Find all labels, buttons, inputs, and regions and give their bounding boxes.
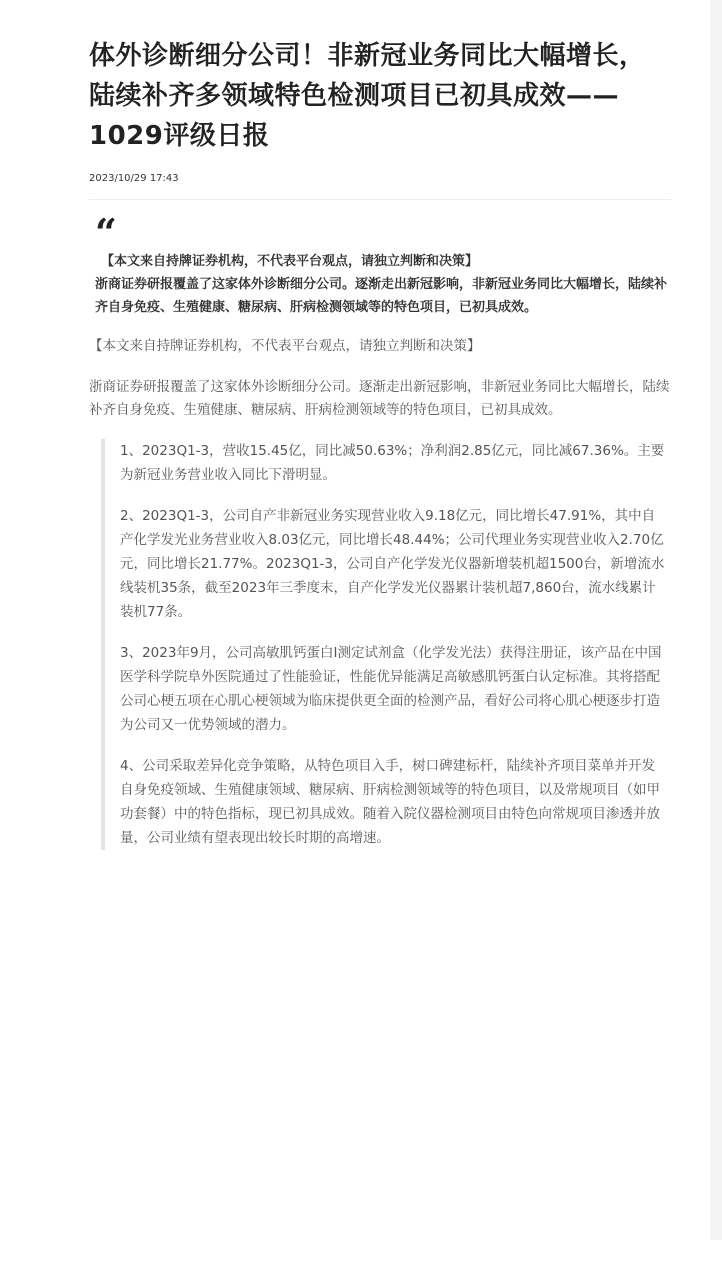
summary-disclaimer: 【本文来自持牌证券机构，不代表平台观点，请独立判断和决策】 bbox=[101, 254, 479, 269]
open-quote-icon: “ bbox=[95, 210, 117, 255]
intro-paragraph: 浙商证券研报覆盖了这家体外诊断细分公司。逐渐走出新冠影响，非新冠业务同比大幅增长，陆续补齐自身免疫、生殖健康、糖尿病、肝病检测领域等的特色项目，已初具成效。 bbox=[89, 379, 670, 418]
summary-text: 浙商证券研报覆盖了这家体外诊断细分公司。逐渐走出新冠影响，非新冠业务同比大幅增长，陆续补齐自身免疫、生殖健康、糖尿病、肝病检测领域等的特色项目，已初具成效。 bbox=[95, 277, 668, 315]
key-point-3: 3、2023年9月，公司高敏肌钙蛋白I测定试剂盒（化学发光法）获得注册证，该产品在中国医学科学院阜外医院通过了性能验证，性能优异能满足高敏感肌钙蛋白认定标准。其将搭配公司心梗五项在心肌心梗领域为临床提供更全面的检测产品，看好公司将心肌心梗逐步打造为公司又一优势领域的潜力。 bbox=[120, 645, 662, 733]
disclaimer-text: 【本文来自持牌证券机构，不代表平台观点，请独立判断和决策】 bbox=[89, 338, 481, 354]
header-divider bbox=[89, 199, 671, 200]
key-point-4: 4、公司采取差异化竞争策略，从特色项目入手，树口碑建标杆，陆续补齐项目菜单并开发自身免疫领域、生殖健康领域、糖尿病、肝病检测领域等的特色项目，以及常规项目（如甲功套餐）中的特色指标，现已初具成效。随着入院仪器检测项目由特色向常规项目渗透并放量，公司业绩有望表现出较长时期的高增速。 bbox=[120, 758, 660, 846]
article-title: 体外诊断细分公司！非新冠业务同比大幅增长，陆续补齐多领域特色检测项目已初具成效——1029评级日报 bbox=[89, 41, 646, 151]
article bbox=[89, 36, 671, 850]
key-point-2: 2、2023Q1-3，公司自产非新冠业务实现营业收入9.18亿元，同比增长47.91%，其中自产化学发光业务营业收入8.03亿元，同比增长48.44%；公司代理业务实现营业收入2.70亿元，同比增长21.77%。2023Q1-3，公司自产化学发光仪器新增装机超1500台，新增流水线装机35条，截至2023年三季度末，自产化学发光仪器累计装机超7,860台，流水线累计装机77条。 bbox=[120, 508, 665, 620]
summary-box bbox=[89, 210, 671, 319]
key-points-blockquote bbox=[101, 439, 668, 850]
publish-date: 2023/10/29 17:43 bbox=[89, 173, 179, 184]
page-edge-shade bbox=[710, 0, 722, 1240]
key-point-1: 1、2023Q1-3，营收15.45亿，同比减50.63%；净利润2.85亿元，同比减67.36%。主要为新冠业务营业收入同比下滑明显。 bbox=[120, 443, 665, 483]
